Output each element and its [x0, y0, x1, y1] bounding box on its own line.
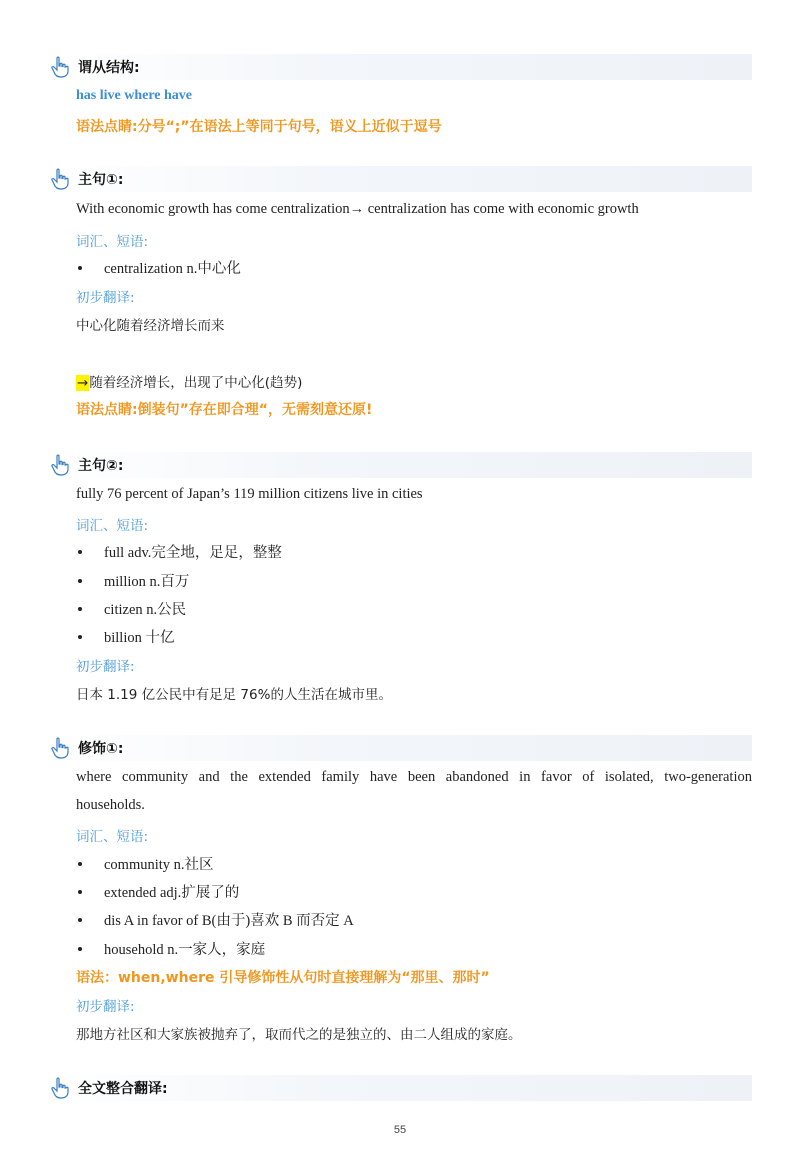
translation-label: 初步翻译:: [76, 659, 135, 675]
vocab-label: 词汇、短语:: [76, 829, 149, 845]
vocab-item: centralization n.中心化: [104, 261, 241, 277]
section-header-main-clause-2: [48, 452, 752, 478]
vocab-item: extended adj.扩展了的: [104, 885, 240, 901]
sentence: With economic growth has come centralization→ centralization has come with economic growth: [76, 201, 639, 217]
vocab-item: dis A in favor of B(由于)喜欢 B 而否定 A: [104, 913, 354, 929]
bullet-icon: [78, 918, 82, 922]
bullet-icon: [78, 550, 82, 554]
vocab-label: 词汇、短语:: [76, 518, 149, 534]
vocab-item: full adv.完全地，足足，整整: [104, 545, 282, 561]
bullet-icon: [78, 266, 82, 270]
bullet-icon: [78, 607, 82, 611]
translation: 那地方社区和大家族被抛弃了，取而代之的是独立的、由二人组成的家庭。: [76, 1027, 522, 1043]
predicate-words: has live where have: [76, 88, 193, 103]
vocab-label: 词汇、短语:: [76, 234, 149, 250]
section-title: 修饰①:: [78, 741, 124, 757]
section-header-main-clause-1: [48, 166, 752, 192]
bullet-icon: [78, 862, 82, 866]
section-header-full-translation: [48, 1075, 752, 1101]
section-header-predicate: [48, 54, 752, 80]
section-title: 主句①:: [78, 172, 124, 188]
bullet-icon: [78, 890, 82, 894]
refined-translation: →随着经济增长，出现了中心化(趋势): [77, 375, 303, 391]
vocab-item: community n.社区: [104, 857, 214, 873]
sentence-line-1: where community and the extended family have been abandoned in favor of isolated, two-generation: [76, 769, 752, 785]
bullet-icon: [78, 947, 82, 951]
vocab-item: billion 十亿: [104, 630, 175, 646]
hand-pointer-icon: [50, 454, 70, 476]
hand-pointer-icon: [50, 737, 70, 759]
hand-pointer-icon: [50, 56, 70, 78]
section-header-modifier-1: [48, 735, 752, 761]
translation-label: 初步翻译:: [76, 290, 135, 306]
translation: 中心化随着经济增长而来: [76, 318, 225, 334]
translation: 日本 1.19 亿公民中有足足 76%的人生活在城市里。: [76, 687, 392, 703]
section-title: 全文整合翻译:: [78, 1081, 168, 1097]
hand-pointer-icon: [50, 168, 70, 190]
section-title: 主句②:: [78, 458, 124, 474]
grammar-note: 语法点睛:分号“;”在语法上等同于句号，语义上近似于逗号: [76, 119, 442, 135]
sentence-line-2: households.: [76, 797, 145, 813]
sentence: fully 76 percent of Japan’s 119 million citizens live in cities: [76, 486, 423, 502]
vocab-item: household n.一家人，家庭: [104, 942, 266, 958]
page-number: 55: [393, 1124, 407, 1136]
bullet-icon: [78, 579, 82, 583]
grammar-note: 语法：when,where 引导修饰性从句时直接理解为“那里、那时”: [76, 970, 490, 986]
highlight-arrow: →: [77, 375, 89, 391]
vocab-item: citizen n.公民: [104, 602, 187, 618]
bullet-icon: [78, 635, 82, 639]
translation-label: 初步翻译:: [76, 999, 135, 1015]
hand-pointer-icon: [50, 1077, 70, 1099]
grammar-note: 语法点睛:倒装句”存在即合理“，无需刻意还原!: [76, 402, 373, 418]
section-title: 谓从结构:: [78, 60, 140, 76]
vocab-item: million n.百万: [104, 574, 190, 590]
